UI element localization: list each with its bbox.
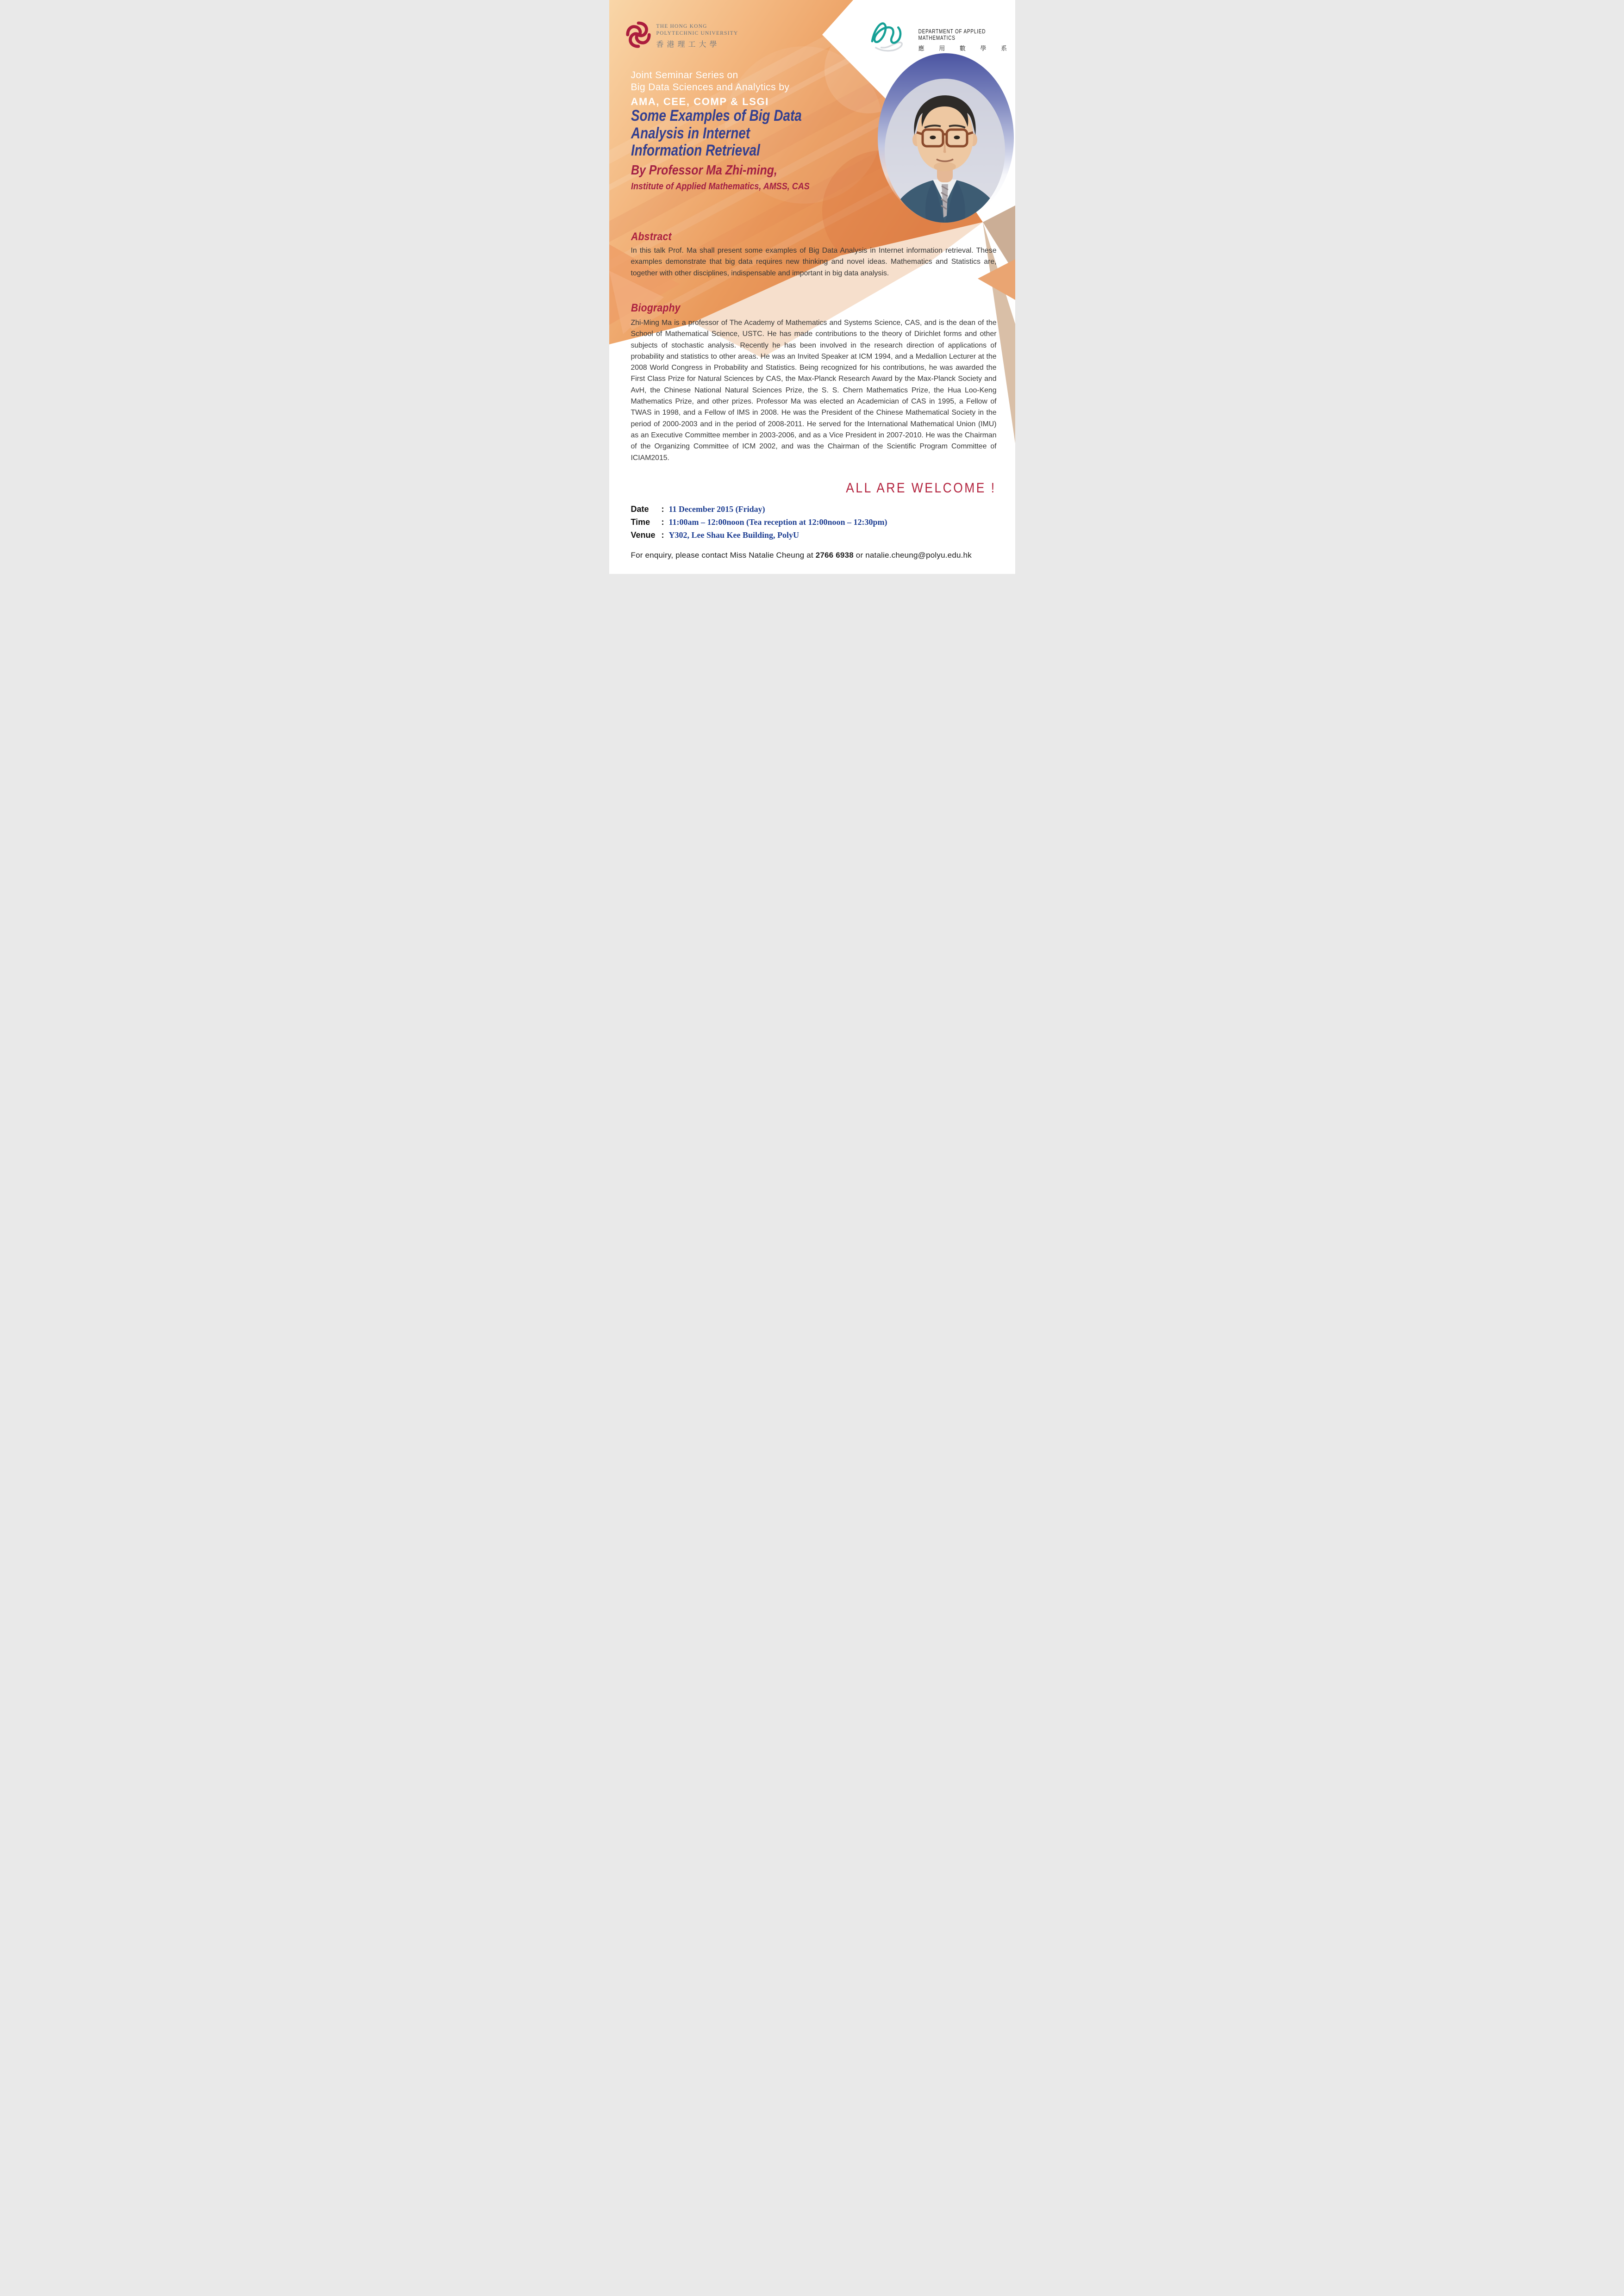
- ama-logo-block: [870, 19, 1015, 56]
- polyu-knot-logo: [625, 20, 652, 49]
- enquiry-contact-line: [631, 551, 972, 560]
- venue-colon: :: [661, 530, 664, 540]
- date-label: Date: [631, 504, 649, 514]
- seminar-series: [631, 69, 790, 93]
- speaker-affiliation: Institute of Applied Mathematics, AMSS, CAS: [631, 181, 810, 192]
- ama-dept-cn: 應 用 數 學 系: [918, 45, 1014, 52]
- contact-phone: 2766 6938: [815, 551, 854, 560]
- title-line1: Some Examples of Big Data: [631, 107, 802, 124]
- venue-value: Y302, Lee Shau Kee Building, PolyU: [668, 530, 800, 540]
- organizing-departments: AMA, CEE, COMP & LSGI: [631, 96, 769, 107]
- series-line2: Big Data Sciences and Analytics by: [631, 82, 790, 93]
- biography-body: Zhi-Ming Ma is a professor of The Academy of Mathematics and Systems Science, CAS, and is the dean of the School of Mathematical Science, USTC. He has made contributions to the theory of Dirichlet forms and other subjects of stochastic analysis. Recently he has been involved in the research direction of applications of probability and statistics to other areas. He was an Invited Speaker at ICM 1994, and a Medallion Lecturer at the 2008 World Congress in Probability and Statistics. Being recognized for his contributions, he was awarded the First Class Prize for Natural Sciences by CAS, the Max-Planck Research Award by the Max-Planck Society and AvH, the Chinese National Natural Sciences Prize, the S. S. Chern Mathematics Prize, the Hua Loo-Keng Mathematics Prize, and other prizes. Professor Ma was elected an Academician of CAS in 1995, a Fellow of TWAS in 1998, and a Fellow of IMS in 2008. He was the President of the Chinese Mathematical Society in the period of 2000-2003 and in the period of 2008-2011. He served for the International Mathematical Union (IMU) as an Executive Committee member in 2003-2006, and as a Vice President in 2007-2010. He was the Chairman of the Organizing Committee of ICM 2002, and was the Chairman of the Scientific Program Committee of ICIAM2015.: [631, 319, 997, 462]
- polyu-name-line2: POLYTECHNIC UNIVERSITY: [656, 30, 738, 36]
- contact-email[interactable]: natalie.cheung@polyu.edu.hk: [865, 551, 972, 560]
- polyu-name-cn: 香港理工大學: [656, 41, 720, 49]
- portrait-illustration: [885, 79, 1005, 223]
- title-line2: Analysis in Internet: [631, 124, 750, 142]
- polyu-name-en: [656, 23, 738, 37]
- contact-prefix: For enquiry, please contact Miss Natalie Cheung at: [631, 551, 816, 560]
- time-value: 11:00am – 12:00noon (Tea reception at 12:00noon – 12:30pm): [668, 517, 887, 527]
- ribbon-curve-logo: [870, 19, 912, 56]
- title-line3: Information Retrieval: [631, 142, 760, 159]
- venue-label: Venue: [631, 530, 656, 540]
- seminar-title: [631, 107, 802, 160]
- contact-middle: or: [853, 551, 866, 560]
- all-are-welcome-banner: ALL ARE WELCOME !: [846, 480, 996, 496]
- biography-heading: Biography: [631, 302, 681, 314]
- date-colon: :: [661, 504, 664, 514]
- professor-portrait-photo: [885, 79, 1005, 223]
- time-label: Time: [631, 517, 650, 527]
- ama-dept-en: DEPARTMENT OF APPLIED MATHEMATICS: [918, 29, 986, 42]
- abstract-body: In this talk Prof. Ma shall present some examples of Big Data Analysis in Internet information retrieval. These examples demonstrate that big data requires new thinking and novel ideas. Mathematics and Statistics are, together with other disciplines, indispensable and important in big data analysis.: [631, 247, 997, 277]
- time-colon: :: [661, 517, 664, 527]
- seminar-poster: [609, 0, 1015, 574]
- polyu-logo-block: [625, 20, 738, 49]
- speaker-name: By Professor Ma Zhi-ming,: [631, 163, 777, 178]
- event-details: [631, 504, 887, 540]
- series-line1: Joint Seminar Series on: [631, 70, 738, 81]
- date-value: 11 December 2015 (Friday): [668, 504, 765, 514]
- abstract-heading: Abstract: [631, 230, 672, 243]
- polyu-name-line1: THE HONG KONG: [656, 24, 707, 29]
